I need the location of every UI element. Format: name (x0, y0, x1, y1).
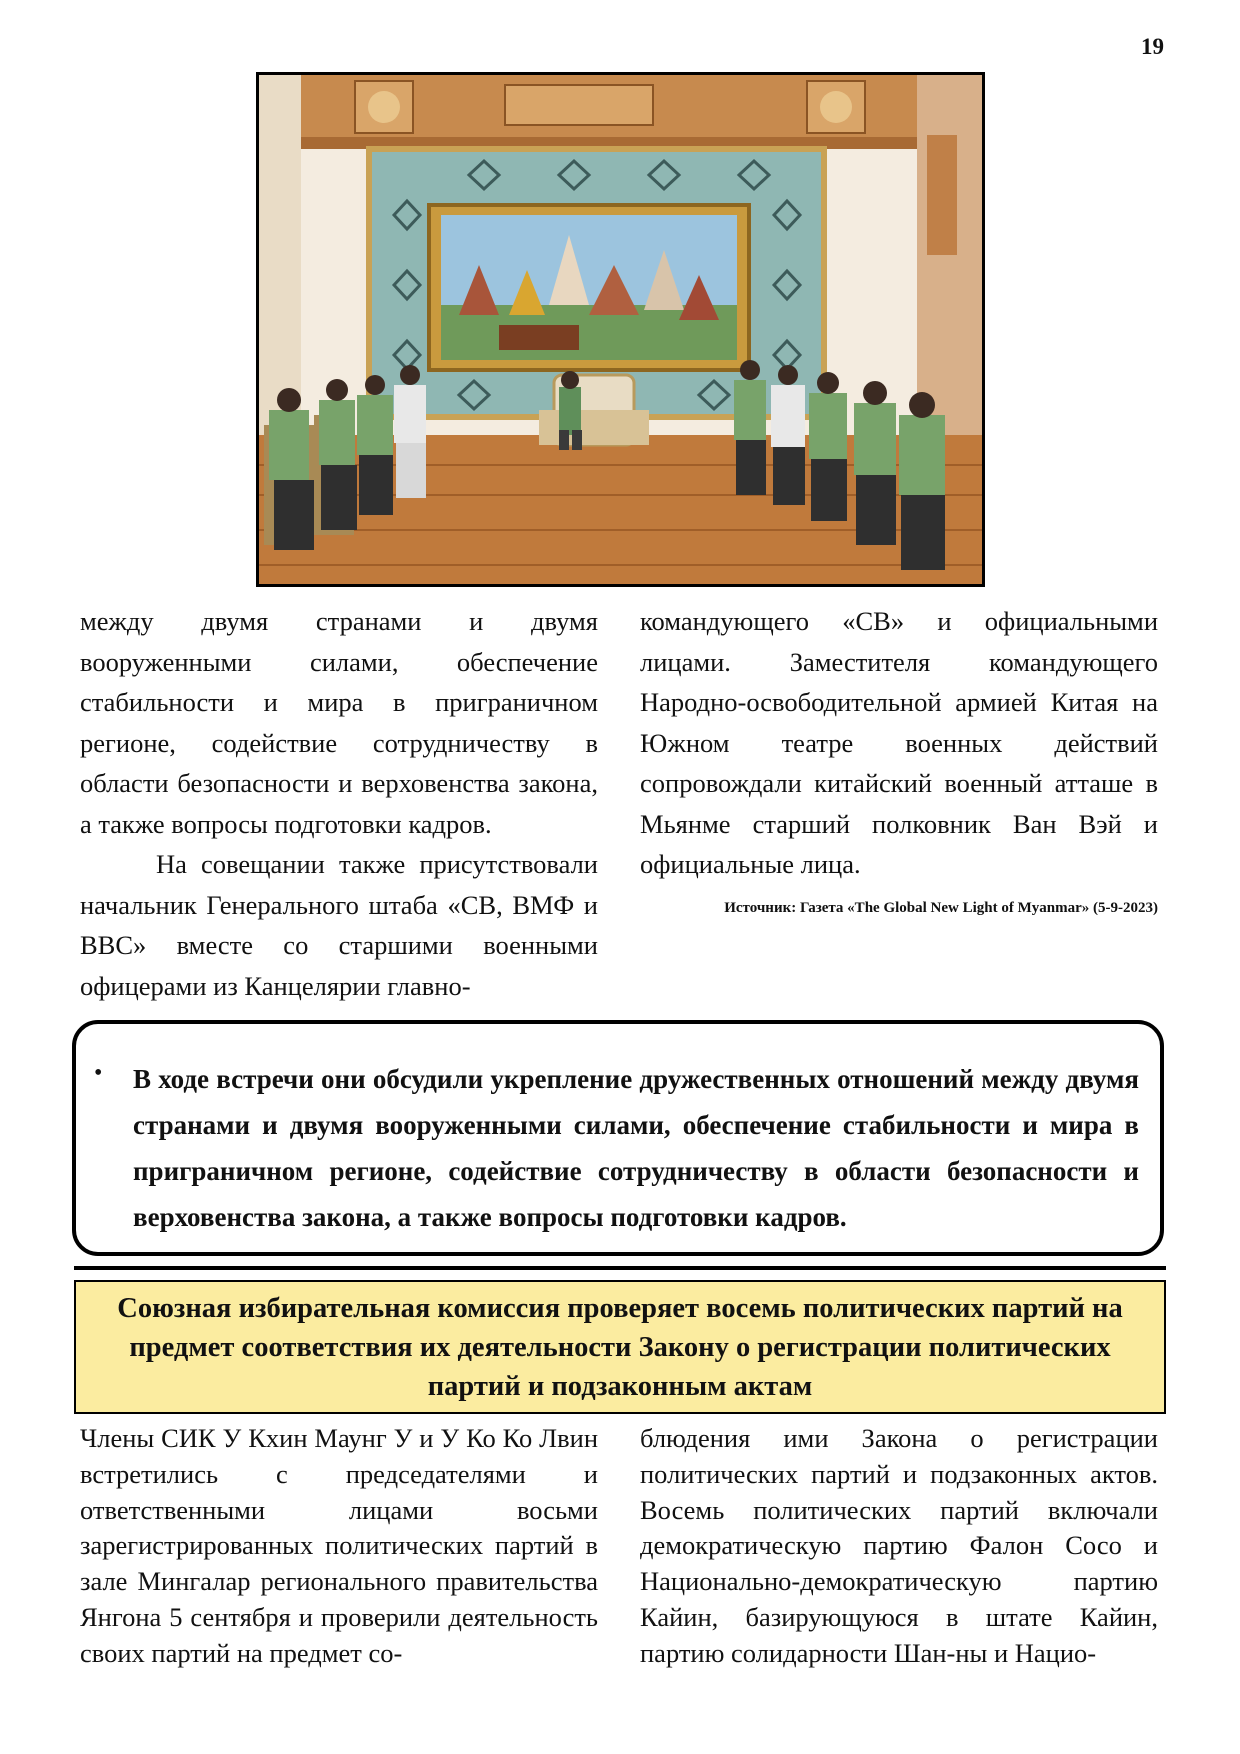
bullet-icon: • (94, 1060, 103, 1086)
article1-paragraph: между двумя странами и двумя вооруженными силами, обеспечение стабильности и мира в приграничном регионе, содействие сотрудничеству в области безопасности и верховенства закона, а также вопросы подготовки кадров. (80, 606, 598, 839)
article1-paragraph: На совещании также присутствовали начальник Генерального штаба «СВ, ВМФ и ВВС» вместе со старшими военными офицерами из Канцелярии главно- (80, 849, 598, 1001)
meeting-photo (256, 72, 985, 587)
page-number: 19 (1141, 34, 1164, 59)
article1-paragraph: командующего «СВ» и официальными лицами. Заместителя командующего Народно-освободительной армией Китая на Южном театре военных действий сопровождали китайский военный атташе в Мьянме старший полковник Ван Вэй и официальные лица. (640, 606, 1158, 879)
article2-paragraph: блюдения ими Закона о регистрации политических партий и подзаконных актов. Восемь политических партий включали демократическую партию Фалон Сосо и Национально-демократическую партию Кайин, базирующуюся в штате Кайин, партию солидарности Шан-ны и Нацио- (640, 1423, 1158, 1668)
highlight-box (72, 1020, 1164, 1256)
article2-right-column (640, 1421, 1158, 1672)
article2-paragraph: Члены СИК У Кхин Маунг У и У Ко Ко Лвин встретились с председателями и ответственными лицами восьми зарегистрированных политических партий в зале Мингалар регионального правительства Янгона 5 сентября и проверили деятельность своих партий на предмет со- (80, 1423, 598, 1668)
article2-headline: Союзная избирательная комиссия проверяет восемь политических партий на предмет соответствия их деятельности Закону о регистрации политических партий и подзаконным актам (74, 1280, 1166, 1414)
article1-right-column (640, 601, 1158, 885)
highlight-text: В ходе встречи они обсудили укрепление дружественных отношений между двумя странами и двумя вооруженными силами, обеспечение стабильности и мира в приграничном регионе, содействие сотрудничеству в области безопасности и верховенства закона, а также вопросы подготовки кадров. (133, 1064, 1139, 1232)
source-citation: Источник: Газета «The Global New Light of Myanmar» (5-9-2023) (724, 900, 1158, 916)
section-divider (74, 1266, 1166, 1270)
article1-left-column (80, 601, 598, 1006)
article2-left-column (80, 1421, 598, 1672)
